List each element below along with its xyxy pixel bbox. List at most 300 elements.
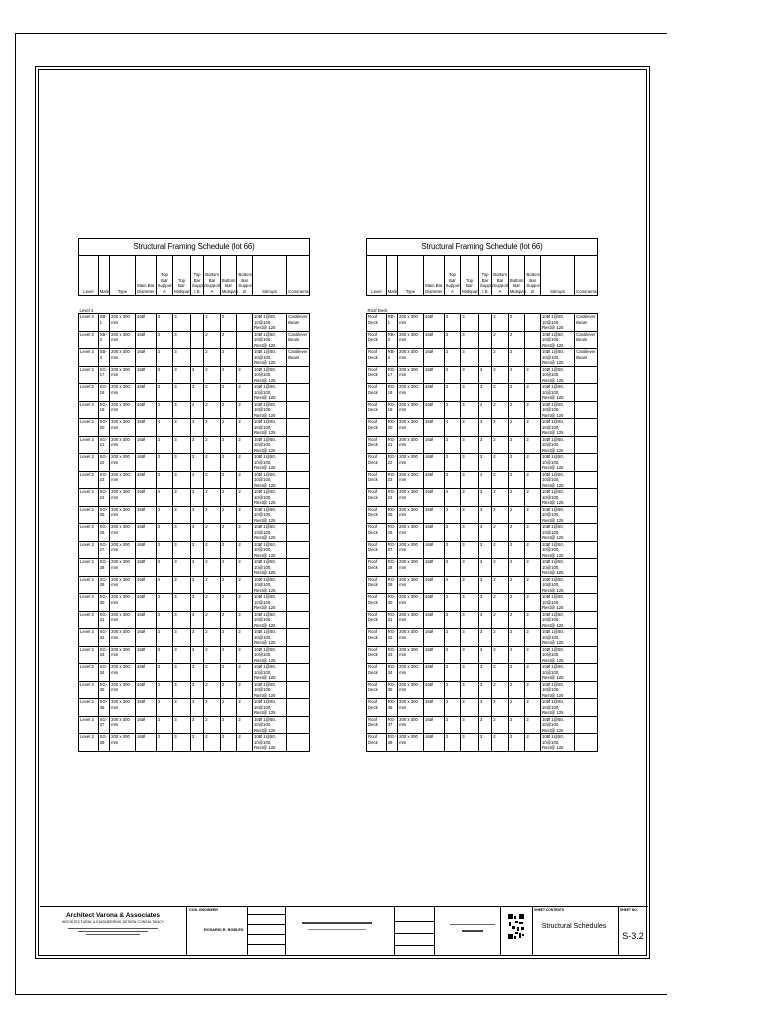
table-cell: 3: [156, 436, 173, 454]
table-cell: 2: [525, 524, 541, 542]
table-cell: 2: [508, 734, 525, 752]
table-cell: 2: [492, 576, 509, 594]
table-cell: 16Ø: [423, 734, 444, 752]
table-cell: [575, 559, 598, 577]
table-cell: [575, 576, 598, 594]
table-cell: 3: [461, 594, 479, 612]
table-cell: Level 2: [79, 471, 99, 489]
table-cell: 200 x 300 mm: [110, 471, 136, 489]
table-cell: 2: [220, 471, 237, 489]
table-cell: 3: [461, 559, 479, 577]
table-cell: Level 2: [79, 384, 99, 402]
table-cell: 2: [220, 506, 237, 524]
table-cell: 3: [156, 629, 173, 647]
table-cell: 200 x 300 mm: [398, 611, 424, 629]
table-cell: 2: [508, 681, 525, 699]
table-cell: 200 x 300 mm: [110, 629, 136, 647]
table-cell: 3: [478, 664, 491, 682]
table-cell: 2: [220, 454, 237, 472]
table-cell: SG-35: [98, 681, 109, 699]
table-cell: 2: [204, 629, 221, 647]
table-cell: 3: [478, 611, 491, 629]
table-cell: 16Ø: [135, 401, 156, 419]
table-cell: 3: [478, 436, 491, 454]
table-cell: 3: [190, 559, 203, 577]
table-cell: [287, 734, 310, 752]
table-cell: 2: [220, 314, 237, 332]
schedule-title: Structural Framing Schedule (lot 66): [79, 239, 310, 256]
table-cell: [525, 331, 541, 349]
table-cell: 16Ø: [135, 419, 156, 437]
column-header: Comments: [287, 256, 310, 296]
table-cell: 3: [190, 629, 203, 647]
table-cell: [287, 611, 310, 629]
table-cell: 10Ø 1@50, 10@100, Rest@ 125: [252, 541, 286, 559]
table-cell: 3: [173, 524, 191, 542]
table-cell: 2: [492, 541, 509, 559]
table-cell: Roof Deck: [367, 331, 387, 349]
table-cell: [575, 646, 598, 664]
table-cell: 3: [173, 366, 191, 384]
table-cell: 3: [444, 331, 461, 349]
table-cell: RG-20: [386, 419, 397, 437]
table-cell: SG-32: [98, 629, 109, 647]
table-cell: [575, 594, 598, 612]
group-label: Roof Deck: [367, 307, 388, 313]
table-cell: 3: [190, 646, 203, 664]
table-cell: 200 x 300 mm: [398, 454, 424, 472]
table-cell: 2: [204, 454, 221, 472]
table-cell: [287, 419, 310, 437]
table-cell: [287, 541, 310, 559]
table-cell: SG-18: [98, 384, 109, 402]
table-cell: 2: [508, 349, 525, 367]
table-cell: SG-34: [98, 664, 109, 682]
table-cell: 2: [237, 401, 253, 419]
table-cell: RG-37: [386, 716, 397, 734]
table-cell: 3: [190, 419, 203, 437]
table-cell: RG-34: [386, 664, 397, 682]
table-cell: 200 x 300 mm: [110, 436, 136, 454]
table-cell: 2: [204, 366, 221, 384]
table-cell: 2: [508, 611, 525, 629]
table-cell: 2: [492, 734, 509, 752]
table-cell: 200 x 300 mm: [398, 734, 424, 752]
table-cell: Roof Deck: [367, 471, 387, 489]
table-cell: 3: [461, 419, 479, 437]
table-row: [367, 611, 598, 629]
table-cell: Level 2: [79, 436, 99, 454]
table-cell: [575, 384, 598, 402]
table-row: [79, 524, 310, 542]
table-cell: 3: [173, 646, 191, 664]
table-cell: 2: [525, 384, 541, 402]
table-cell: 10Ø 1@50, 10@100, Rest@ 125: [540, 436, 574, 454]
table-cell: 2: [204, 506, 221, 524]
table-cell: 2: [492, 314, 509, 332]
table-cell: 16Ø: [423, 331, 444, 349]
table-cell: Roof Deck: [367, 366, 387, 384]
table-cell: Level 2: [79, 629, 99, 647]
table-cell: [287, 664, 310, 682]
table-row: [367, 506, 598, 524]
table-cell: 2: [525, 646, 541, 664]
table-cell: 2: [204, 384, 221, 402]
table-cell: 10Ø 1@50, 10@100, Rest@ 125: [540, 594, 574, 612]
table-cell: 16Ø: [423, 314, 444, 332]
table-cell: 3: [173, 314, 191, 332]
table-cell: 200 x 300 mm: [110, 576, 136, 594]
table-cell: 10Ø 1@50, 10@100, Rest@ 125: [540, 611, 574, 629]
table-cell: Level 2: [79, 716, 99, 734]
table-cell: Level 2: [79, 506, 99, 524]
table-cell: [575, 629, 598, 647]
table-cell: Roof Deck: [367, 646, 387, 664]
table-cell: [190, 314, 203, 332]
outer-top-line: [15, 33, 667, 34]
table-cell: RG-18: [386, 384, 397, 402]
table-row: [367, 349, 598, 367]
column-header: Bottom Bar Support A: [204, 256, 221, 296]
table-cell: Roof Deck: [367, 611, 387, 629]
table-cell: [287, 629, 310, 647]
table-cell: 10Ø 1@50, 10@100, Rest@ 125: [252, 471, 286, 489]
table-cell: 3: [478, 646, 491, 664]
column-header: Top Bar Suppor t B: [190, 256, 203, 296]
table-cell: 200 x 300 mm: [110, 681, 136, 699]
table-cell: 2: [220, 419, 237, 437]
table-cell: RG-36: [386, 699, 397, 717]
table-row: [79, 366, 310, 384]
table-cell: 3: [478, 699, 491, 717]
table-cell: 3: [156, 559, 173, 577]
table-cell: 200 x 300 mm: [110, 559, 136, 577]
table-row: [79, 419, 310, 437]
table-cell: 2: [204, 331, 221, 349]
table-cell: 10Ø 1@50, 10@100, Rest@ 125: [540, 401, 574, 419]
table-cell: 2: [237, 419, 253, 437]
table-cell: 10Ø 1@50, 10@100, Rest@ 125: [252, 314, 286, 332]
table-cell: 2: [508, 594, 525, 612]
table-cell: 3: [173, 349, 191, 367]
table-cell: 16Ø: [423, 524, 444, 542]
table-cell: RB-3: [386, 349, 397, 367]
table-cell: [575, 454, 598, 472]
table-row: [79, 559, 310, 577]
table-row: [367, 716, 598, 734]
column-header: Top Bar Midspan: [461, 256, 479, 296]
table-cell: [287, 489, 310, 507]
table-cell: 2: [525, 401, 541, 419]
table-cell: 3: [173, 541, 191, 559]
table-cell: SG-19: [98, 401, 109, 419]
table-cell: Roof Deck: [367, 559, 387, 577]
table-row: [367, 384, 598, 402]
table-cell: RB-1: [386, 314, 397, 332]
table-cell: Roof Deck: [367, 524, 387, 542]
table-cell: Cantilever Beam: [287, 349, 310, 367]
revision-grid: [247, 914, 285, 954]
table-cell: 3: [444, 366, 461, 384]
table-cell: 2: [508, 664, 525, 682]
table-cell: 3: [461, 646, 479, 664]
table-row: [79, 611, 310, 629]
table-cell: Roof Deck: [367, 349, 387, 367]
table-cell: 2: [492, 524, 509, 542]
table-cell: 4: [444, 419, 461, 437]
table-cell: 3: [478, 559, 491, 577]
table-cell: 16Ø: [135, 559, 156, 577]
table-cell: 2: [508, 576, 525, 594]
table-cell: 3: [444, 699, 461, 717]
table-cell: RG-25: [386, 506, 397, 524]
table-cell: 200 x 300 mm: [110, 594, 136, 612]
table-cell: 3: [173, 401, 191, 419]
table-row: [367, 366, 598, 384]
table-cell: 4: [190, 401, 203, 419]
table-cell: Level 2: [79, 699, 99, 717]
table-cell: 3: [173, 716, 191, 734]
table-cell: 200 x 300 mm: [110, 611, 136, 629]
table-cell: 200 x 300 mm: [398, 349, 424, 367]
table-cell: 3: [190, 454, 203, 472]
outer-bottom-line: [15, 994, 667, 995]
table-cell: 10Ø 1@50, 10@100, Rest@ 125: [252, 524, 286, 542]
table-cell: [478, 349, 491, 367]
table-cell: 3: [173, 331, 191, 349]
table-cell: Roof Deck: [367, 576, 387, 594]
table-row: [79, 331, 310, 349]
table-cell: 2: [492, 384, 509, 402]
table-cell: 10Ø 1@50, 10@100, Rest@ 125: [252, 716, 286, 734]
table-cell: [575, 699, 598, 717]
table-cell: 10Ø 1@50, 10@100, Rest@ 125: [540, 489, 574, 507]
table-cell: 2: [204, 646, 221, 664]
table-cell: 3: [156, 646, 173, 664]
table-cell: 4: [156, 419, 173, 437]
table-cell: 2: [220, 716, 237, 734]
table-cell: 3: [461, 506, 479, 524]
table-cell: 3: [190, 699, 203, 717]
table-cell: Level 2: [79, 611, 99, 629]
table-cell: 2: [204, 664, 221, 682]
table-cell: RB-2: [386, 331, 397, 349]
table-cell: 2: [204, 681, 221, 699]
table-cell: 4: [156, 489, 173, 507]
table-cell: 3: [173, 454, 191, 472]
table-row: [79, 716, 310, 734]
table-cell: SG-22: [98, 454, 109, 472]
table-cell: 200 x 300 mm: [398, 559, 424, 577]
table-cell: 2: [220, 559, 237, 577]
table-cell: 16Ø: [423, 541, 444, 559]
table-cell: 200 x 300 mm: [110, 541, 136, 559]
table-cell: 3: [478, 681, 491, 699]
table-cell: 2: [525, 541, 541, 559]
table-cell: 2: [237, 506, 253, 524]
project-block: [302, 922, 372, 930]
header-row: [79, 256, 310, 296]
table-cell: Level 2: [79, 646, 99, 664]
table-cell: 16Ø: [135, 524, 156, 542]
table-cell: [287, 646, 310, 664]
table-cell: 3: [156, 681, 173, 699]
table-cell: SG-24: [98, 489, 109, 507]
table-cell: 2: [237, 454, 253, 472]
table-cell: 16Ø: [135, 646, 156, 664]
table-cell: 2: [237, 594, 253, 612]
table-cell: 2: [525, 366, 541, 384]
table-cell: 2: [492, 454, 509, 472]
table-cell: 2: [204, 716, 221, 734]
table-cell: 2: [492, 489, 509, 507]
table-cell: SG-23: [98, 471, 109, 489]
table-cell: 3: [173, 489, 191, 507]
table-cell: 2: [508, 506, 525, 524]
table-cell: 200 x 300 mm: [110, 646, 136, 664]
table-cell: 2: [237, 576, 253, 594]
table-cell: 3: [190, 506, 203, 524]
table-row: [79, 681, 310, 699]
table-cell: 2: [220, 366, 237, 384]
table-cell: 200 x 300 mm: [110, 716, 136, 734]
table-cell: 3: [461, 331, 479, 349]
table-cell: 16Ø: [135, 594, 156, 612]
table-cell: 4: [190, 471, 203, 489]
table-cell: 16Ø: [423, 559, 444, 577]
table-cell: 3: [444, 664, 461, 682]
table-cell: 3: [461, 681, 479, 699]
table-cell: SG-33: [98, 646, 109, 664]
table-cell: 16Ø: [423, 401, 444, 419]
table-row: [367, 524, 598, 542]
table-cell: 10Ø 1@50, 10@100, Rest@ 125: [252, 681, 286, 699]
table-cell: 200 x 300 mm: [398, 681, 424, 699]
table-cell: 3: [461, 664, 479, 682]
table-cell: [190, 331, 203, 349]
schedule-title: Structural Framing Schedule (lot 66): [367, 239, 598, 256]
table-cell: 2: [508, 384, 525, 402]
table-cell: 3: [156, 506, 173, 524]
table-cell: 2: [508, 471, 525, 489]
table-cell: [575, 664, 598, 682]
table-cell: Roof Deck: [367, 506, 387, 524]
table-cell: 2: [220, 524, 237, 542]
table-cell: 10Ø 1@50, 10@100, Rest@ 125: [252, 349, 286, 367]
table-cell: 200 x 300 mm: [110, 314, 136, 332]
table-row: [367, 594, 598, 612]
table-cell: Level 2: [79, 401, 99, 419]
table-cell: 3: [461, 436, 479, 454]
table-cell: 3: [444, 401, 461, 419]
table-cell: [525, 349, 541, 367]
table-cell: [287, 471, 310, 489]
table-cell: 200 x 300 mm: [398, 524, 424, 542]
table-cell: 16Ø: [423, 419, 444, 437]
table-cell: 3: [444, 629, 461, 647]
table-cell: Level 2: [79, 541, 99, 559]
table-cell: 16Ø: [423, 646, 444, 664]
table-cell: 2: [492, 401, 509, 419]
table-cell: 10Ø 1@50, 10@100, Rest@ 125: [540, 646, 574, 664]
table-cell: SB-2: [98, 331, 109, 349]
column-header: Top Bar Midspan: [173, 256, 191, 296]
table-row: [367, 489, 598, 507]
table-cell: 10Ø 1@50, 10@100, Rest@ 125: [252, 734, 286, 752]
table-row: [79, 541, 310, 559]
table-cell: 2: [237, 541, 253, 559]
table-cell: [575, 471, 598, 489]
table-cell: 2: [237, 646, 253, 664]
table-cell: 3: [478, 541, 491, 559]
table-cell: RG-21: [386, 436, 397, 454]
table-cell: 3: [156, 699, 173, 717]
table-cell: 3: [156, 384, 173, 402]
table-cell: 3: [461, 524, 479, 542]
table-cell: 10Ø 1@50, 10@100, Rest@ 125: [252, 611, 286, 629]
table-cell: [287, 716, 310, 734]
table-cell: 10Ø 1@50, 10@100, Rest@ 125: [540, 384, 574, 402]
title-block: [40, 906, 648, 956]
table-cell: 3: [461, 471, 479, 489]
table-cell: 3: [156, 366, 173, 384]
table-cell: 2: [204, 349, 221, 367]
table-cell: 2: [220, 594, 237, 612]
table-cell: RG-33: [386, 646, 397, 664]
table-cell: 3: [173, 681, 191, 699]
table-cell: 10Ø 1@50, 10@100, Rest@ 125: [540, 541, 574, 559]
table-cell: 200 x 300 mm: [110, 489, 136, 507]
table-cell: 200 x 300 mm: [110, 349, 136, 367]
table-cell: 3: [444, 611, 461, 629]
table-cell: 16Ø: [135, 611, 156, 629]
table-cell: 2: [525, 436, 541, 454]
table-cell: 200 x 300 mm: [110, 699, 136, 717]
table-cell: 16Ø: [423, 699, 444, 717]
table-cell: 3: [444, 349, 461, 367]
table-cell: [287, 366, 310, 384]
table-cell: 2: [525, 699, 541, 717]
table-row: [367, 576, 598, 594]
table-cell: 10Ø 1@50, 10@100, Rest@ 125: [540, 471, 574, 489]
table-cell: 16Ø: [135, 541, 156, 559]
table-cell: 2: [525, 664, 541, 682]
table-cell: 16Ø: [423, 576, 444, 594]
table-row: [367, 401, 598, 419]
table-cell: 3: [478, 716, 491, 734]
table-cell: 2: [492, 646, 509, 664]
table-cell: Cantilever Beam: [575, 331, 598, 349]
table-cell: 3: [444, 454, 461, 472]
table-cell: 16Ø: [423, 471, 444, 489]
table-cell: 3: [444, 734, 461, 752]
table-cell: SG-27: [98, 541, 109, 559]
table-cell: [287, 506, 310, 524]
sheet-number: S-3.2: [622, 931, 644, 941]
table-cell: 3: [444, 716, 461, 734]
table-cell: 3: [190, 366, 203, 384]
table-cell: 10Ø 1@50, 10@100, Rest@ 125: [540, 331, 574, 349]
table-cell: 3: [444, 541, 461, 559]
table-cell: 4: [478, 401, 491, 419]
table-cell: SG-37: [98, 716, 109, 734]
table-cell: Level 2: [79, 576, 99, 594]
table-cell: 2: [204, 541, 221, 559]
table-cell: [575, 524, 598, 542]
table-cell: 3: [461, 489, 479, 507]
table-cell: 2: [220, 401, 237, 419]
table-cell: 16Ø: [135, 314, 156, 332]
